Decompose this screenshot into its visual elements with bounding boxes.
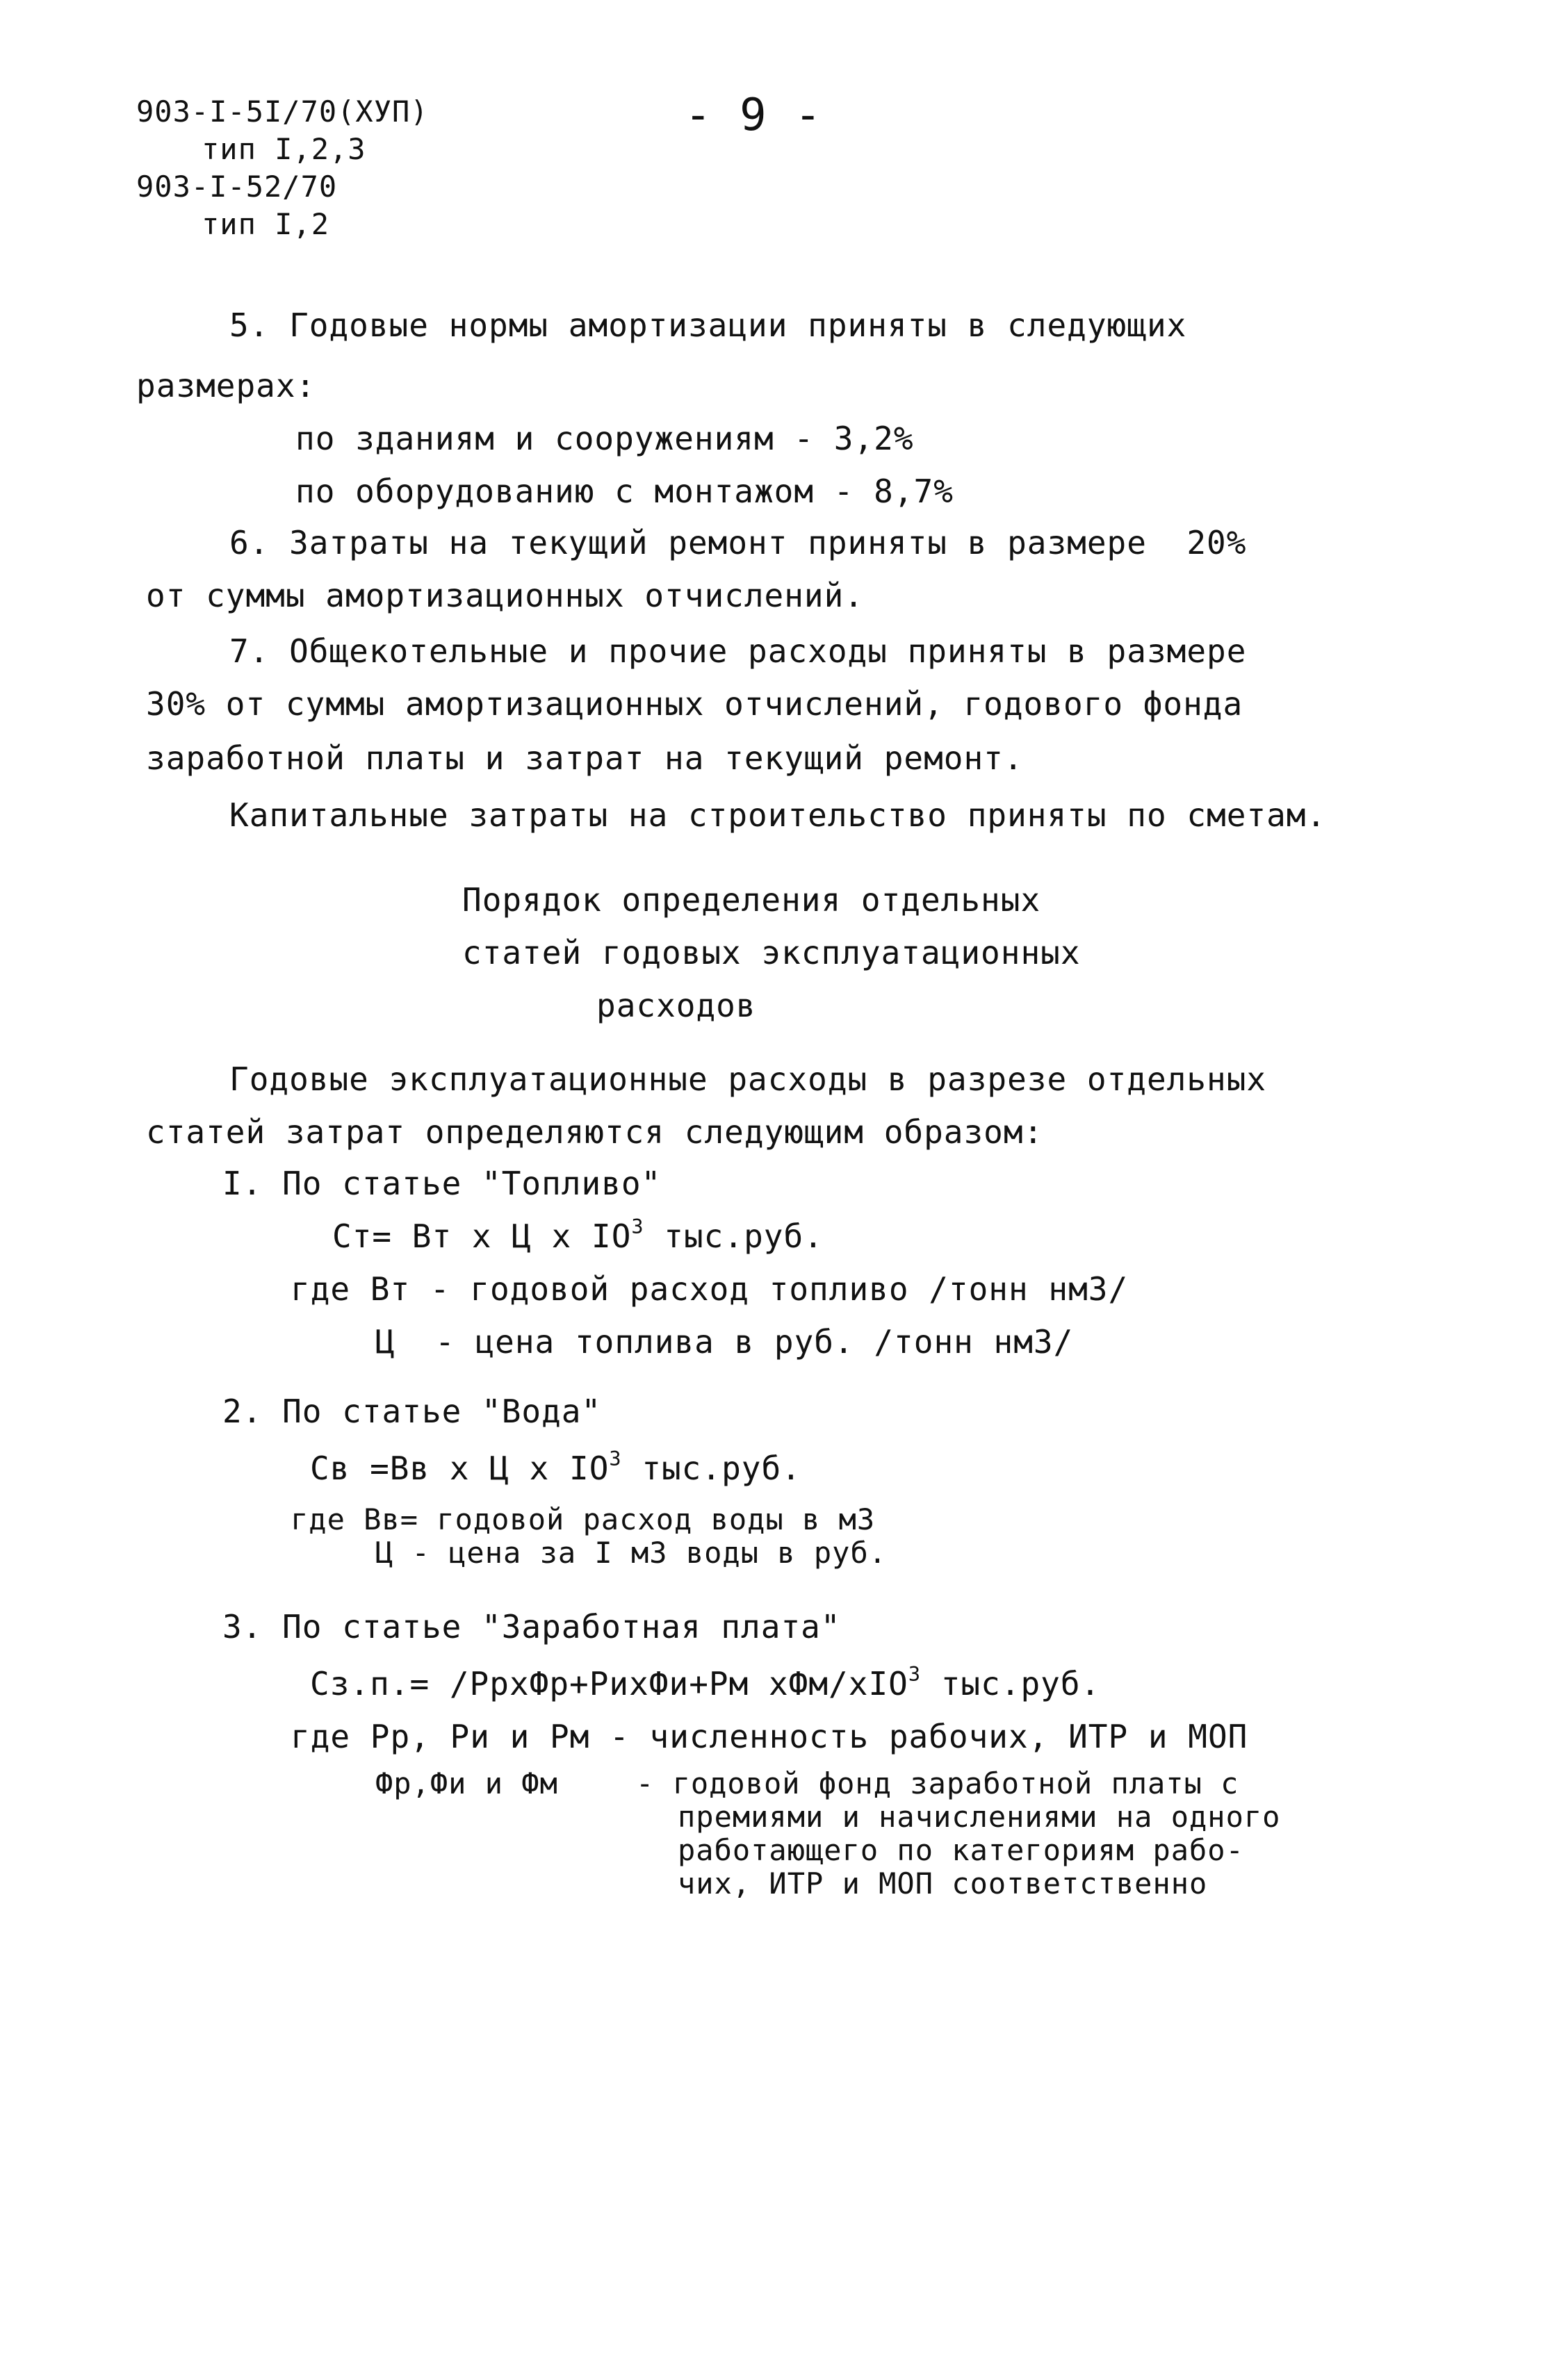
item-3-where-2-line-1: - годовой фонд заработной платы с: [636, 1766, 1239, 1800]
item-1-where-1: где Вт - годовой расход топливо /тонн нм3/: [291, 1270, 1129, 1308]
section-7-line-1: 7. Общекотельные и прочие расходы приняты в размере: [229, 632, 1247, 670]
item-3-where-2-line-3: работающего по категориям рабо-: [678, 1833, 1244, 1867]
item-3-where-2-line-2: премиями и начислениями на одного: [678, 1800, 1281, 1834]
page-number: - 9 -: [685, 90, 822, 141]
item-1-formula: Ст= Вт х Ц х $IO^3$ тыс.руб.: [332, 1215, 824, 1255]
item-1-title: I. По статье "Топливо": [222, 1165, 662, 1202]
item-2-formula: Св =Вв х Ц х $IO^3$ тыс.руб.: [310, 1447, 801, 1487]
intro-line-1: Годовые эксплуатационные расходы в разрезе отдельных: [229, 1060, 1267, 1098]
section-6-line-2: от суммы амортизационных отчислений.: [146, 577, 864, 614]
section-heading-line-1: Порядок определения отдельных: [462, 881, 1041, 919]
document-code-1: 903-I-5I/70(XУП): [136, 95, 429, 129]
section-heading-line-2: статей годовых эксплуатационных: [462, 934, 1081, 971]
item-3-formula: Сз.п.= /РрхФр+РихФи+Рм хФм/хIO$^3$ тыс.руб.: [310, 1663, 1101, 1702]
item-1-where-2: Ц - цена топлива в руб. /тонн нм3/: [375, 1323, 1074, 1361]
document-type-1: тип I,2,3: [202, 132, 366, 166]
section-5-line-1: 5. Годовые нормы амортизации приняты в следующих: [229, 306, 1187, 344]
item-3-title: 3. По статье "Заработная плата": [222, 1608, 841, 1646]
item-3-where-2-label: Фр,Фи и Фм: [375, 1766, 558, 1800]
item-2-title: 2. По статье "Вода": [222, 1393, 602, 1430]
document-type-2: тип I,2: [202, 207, 330, 241]
section-7-line-2: 30% от суммы амортизационных отчислений, годового фонда: [146, 685, 1243, 723]
section-6-line-1: 6. Затраты на текущий ремонт приняты в размере 20%: [229, 524, 1247, 561]
item-2-where-1: где Вв= годовой расход воды в м3: [291, 1502, 876, 1536]
intro-line-2: статей затрат определяются следующим образом:: [146, 1113, 1044, 1151]
item-3-where-2-line-4: чих, ИТР и МОП соответственно: [678, 1866, 1208, 1901]
item-3-where-1: где Рр, Ри и Рм - численность рабочих, ИТР и МОП: [291, 1718, 1248, 1755]
capital-costs-line: Капитальные затраты на строительство приняты по сметам.: [229, 796, 1327, 834]
section-5-item-2: по оборудованию с монтажом - 8,7%: [295, 473, 954, 510]
item-2-where-2: Ц - цена за I м3 воды в руб.: [375, 1536, 888, 1570]
section-heading-line-3: расходов: [596, 987, 756, 1024]
section-5-line-2: размерах:: [136, 367, 316, 404]
document-code-2: 903-I-52/70: [136, 170, 338, 204]
section-5-item-1: по зданиям и сооружениям - 3,2%: [295, 420, 914, 457]
section-7-line-3: заработной платы и затрат на текущий ремонт.: [146, 739, 1024, 777]
